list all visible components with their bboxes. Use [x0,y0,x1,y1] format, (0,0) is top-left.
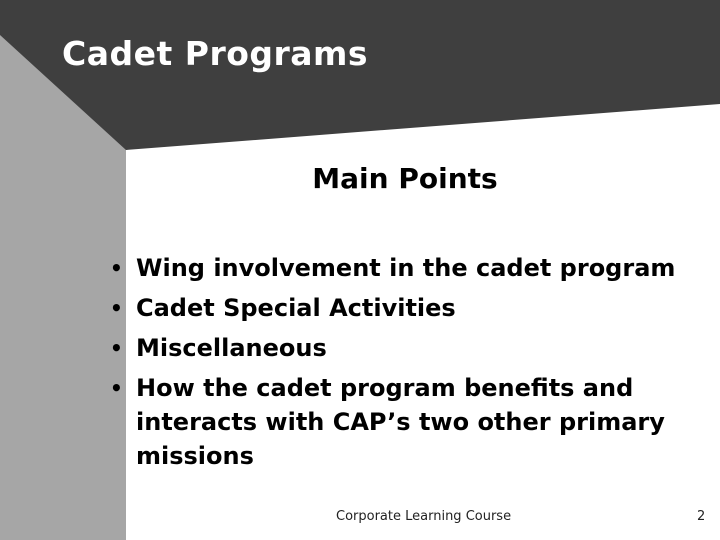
footer-course-name: Corporate Learning Course [336,509,512,524]
bullet-item [104,371,704,473]
bullet-list [104,251,704,473]
bullet-marker-icon: • [110,336,123,360]
bullet-marker-icon: • [110,256,123,280]
bullet-item [104,251,704,285]
bullet-marker-icon: • [110,376,123,400]
bullet-item [104,331,704,365]
bullet-text: Miscellaneous [136,334,327,362]
page-number: 2 [697,509,706,524]
bullet-item [104,291,704,325]
bullet-text: How the cadet program benefits and interacts with CAP’s two other primary missions [136,374,665,470]
bullet-text: Cadet Special Activities [136,294,456,322]
main-points-heading: Main Points [312,162,498,195]
slide-title: Cadet Programs [62,34,369,73]
bullet-text: Wing involvement in the cadet program [136,254,676,282]
bullet-marker-icon: • [110,296,123,320]
